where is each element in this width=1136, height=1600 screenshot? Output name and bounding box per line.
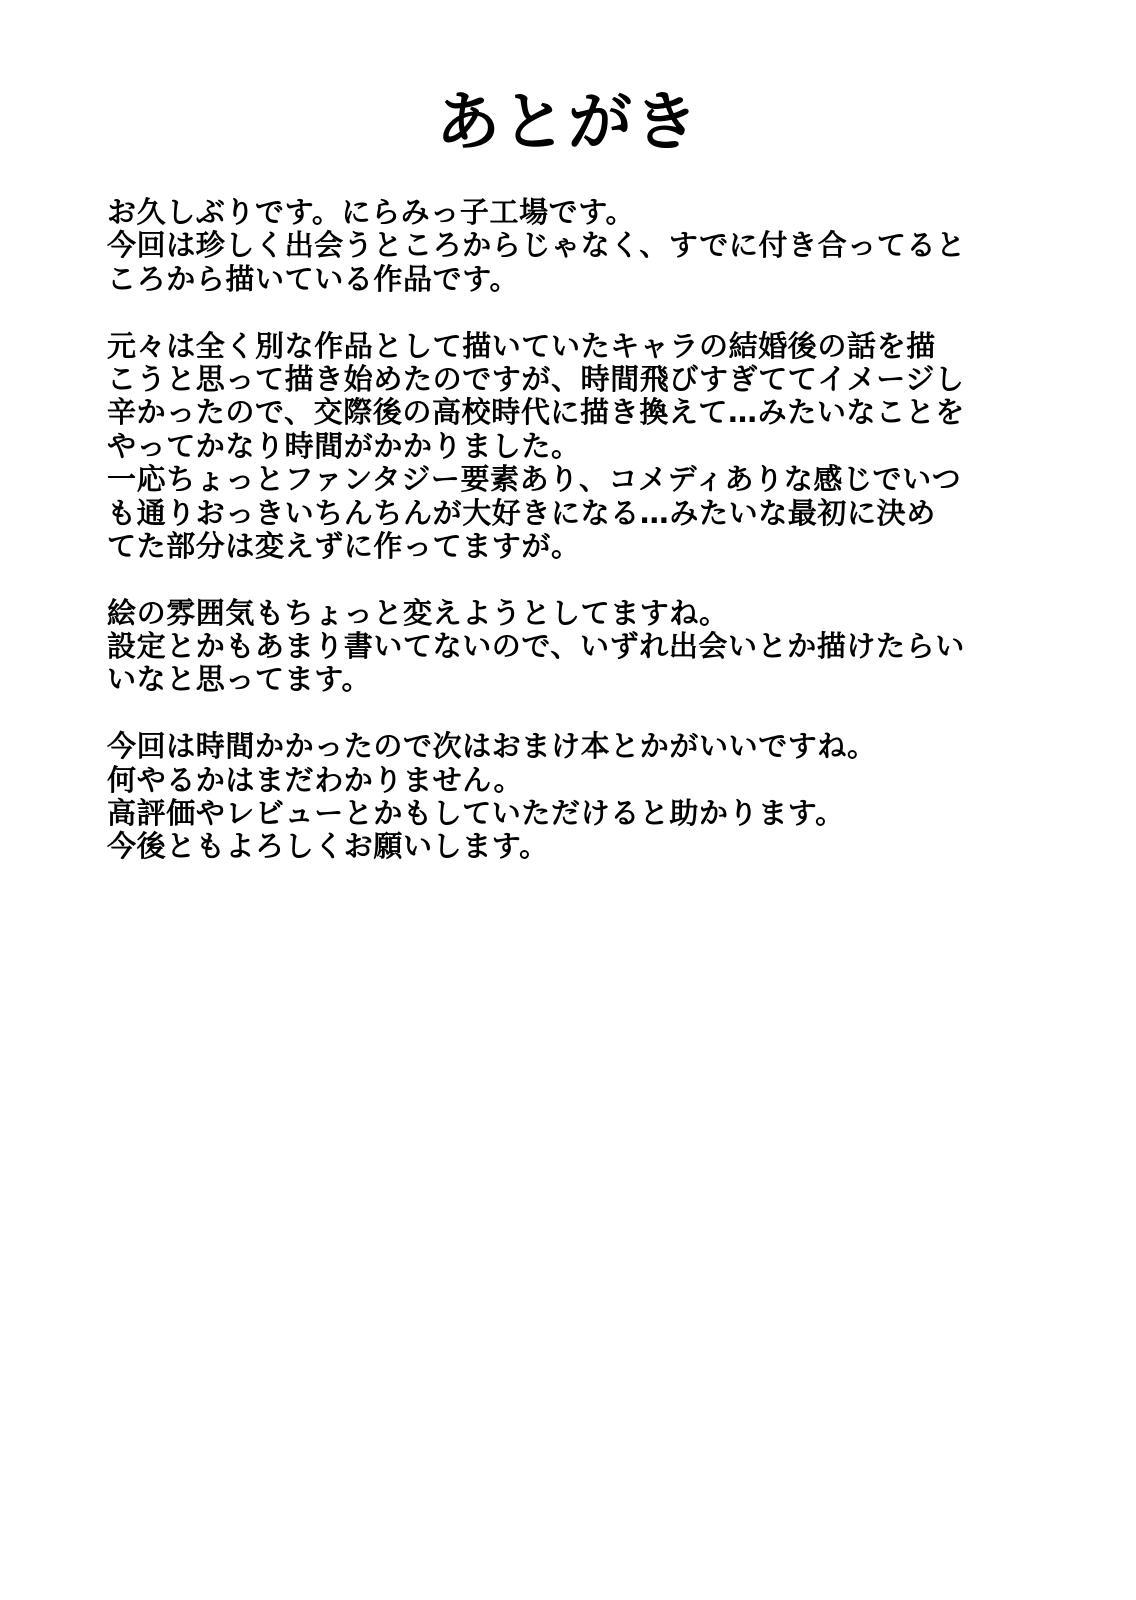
text-line: ころから描いている作品です。 — [107, 261, 520, 296]
text-line: 今回は珍しく出会うところからじゃなく、すでに付き合ってると — [107, 228, 966, 263]
text-line: も通りおっきいちんちんが大好きになる…みたいな最初に決め — [107, 495, 936, 530]
text-line: お久しぶりです。にらみっ子工場です。 — [107, 195, 636, 229]
text-line: こうと思って描き始めたのですが、時間飛びすぎててイメージし — [107, 361, 965, 396]
text-line: 何やるかはまだわかりません。 — [107, 762, 524, 797]
text-line: 一応ちょっとファンタジー要素あり、コメディありな感じでいつ — [107, 462, 962, 497]
text-line: 設定とかもあまり書いてないので、いずれ出会いとか描けたらい — [107, 629, 965, 664]
text-line: 辛かったので、交際後の高校時代に描き換えて…みたいなことを — [107, 395, 965, 430]
afterword-body — [107, 196, 1037, 864]
page-title: あとがき — [436, 86, 700, 160]
paragraph-gap — [107, 563, 1037, 596]
text-line: 元々は全く別な作品として描いていたキャラの結婚後の話を描 — [107, 328, 936, 363]
paragraph-gap — [107, 296, 1037, 329]
text-line: 高評価やレビューとかもしていただけると助かります。 — [107, 796, 845, 831]
paragraph-gap — [107, 697, 1037, 730]
text-line: 今後ともよろしくお願いします。 — [107, 829, 549, 864]
text-line: 今回は時間かかったので次はおまけ本とかがいいですね。 — [107, 729, 877, 764]
text-line: 絵の雰囲気もちょっと変えようとしてますね。 — [107, 595, 729, 630]
text-line: やってかなり時間がかかりました。 — [107, 428, 581, 463]
text-line: てた部分は変えずに作ってますが。 — [107, 528, 581, 563]
text-line: いなと思ってます。 — [107, 662, 372, 697]
